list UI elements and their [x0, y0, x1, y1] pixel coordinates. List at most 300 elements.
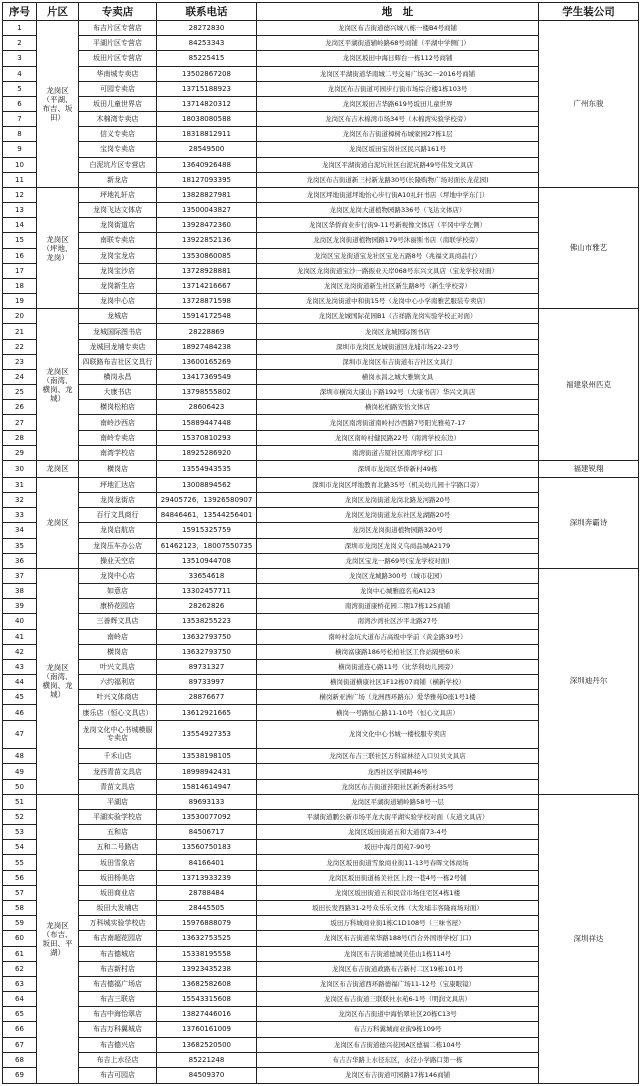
- store-address: 深圳市横岗大康山下路192号（大康书店）华兴文具店: [257, 385, 539, 400]
- store-address: 龙岗区龙岗街道龙东社区龙湖路20号: [257, 508, 539, 523]
- store-address: 龙岗区坂田街道五和民营市场住宅区4栋1楼: [257, 885, 539, 900]
- phone-number: 13682520500: [157, 1037, 257, 1052]
- phone-number: 18998942431: [157, 764, 257, 779]
- phone-number: 13530860085: [157, 248, 257, 263]
- phone-number: 15543315608: [157, 992, 257, 1007]
- store-address: 深圳市龙岗区龙岗义乌商品城A2179: [257, 538, 539, 553]
- store-name: 布吉片区专营店: [79, 21, 157, 36]
- store-address: 龙岗区坂田街道五和大道南73-4号: [257, 825, 539, 840]
- phone-number: 28445505: [157, 900, 257, 915]
- header-region: 片区: [37, 3, 79, 21]
- table-row: [3, 187, 639, 202]
- store-address: 龙岗区龙岗街道中和街15号（龙岗中心小学南雅艺服装专卖店）: [257, 294, 539, 309]
- store-address: 龙岗区坂田街道杨美社区上段一巷4号一栋2号铺: [257, 870, 539, 885]
- phone-number: 13828827981: [157, 187, 257, 202]
- row-index: 8: [3, 127, 37, 142]
- store-name: 布吉德兴店: [79, 1037, 157, 1052]
- store-name: 五和店: [79, 825, 157, 840]
- row-index: 20: [3, 309, 37, 324]
- phone-number: 85221248: [157, 1052, 257, 1067]
- store-name: 布吉万科翼城店: [79, 1022, 157, 1037]
- phone-number: 13008894562: [157, 477, 257, 492]
- store-address: 深圳市龙岗区龙城街道回龙埔市场22-23号: [257, 339, 539, 354]
- row-index: 41: [3, 629, 37, 644]
- store-name: 三善辉文具店: [79, 614, 157, 629]
- phone-number: 13530077092: [157, 809, 257, 824]
- phone-number: 13760161009: [157, 1022, 257, 1037]
- store-address: 南湾沙湾社区沙平北路27号: [257, 614, 539, 629]
- row-index: 56: [3, 870, 37, 885]
- store-name: 龙岗宝沙店: [79, 263, 157, 278]
- row-index: 47: [3, 720, 37, 749]
- store-address: 横岗永昌之城大雅镇文具: [257, 369, 539, 384]
- store-address: 龙岗区布吉街道德兴城八栋一楼B4号商铺: [257, 21, 539, 36]
- phone-number: 13538255223: [157, 614, 257, 629]
- store-address: 龙岗区龙城路300号（城市花园）: [257, 568, 539, 583]
- supplier-cell: 佛山市雅艺: [539, 187, 639, 308]
- store-name: 布吉中海怡翠店: [79, 1007, 157, 1022]
- row-index: 37: [3, 568, 37, 583]
- store-address: 龙岗区平湖街道华南城二号交易广场3C一2016号商铺: [257, 66, 539, 81]
- phone-number: 84253343: [157, 36, 257, 51]
- phone-number: 13640926488: [157, 157, 257, 172]
- store-address: 龙岗区坂田吉华路619号坂田儿童世界: [257, 96, 539, 111]
- store-address: 坂田万科城商业街1栋C1D108号（三味书屋）: [257, 916, 539, 931]
- region-cell: 龙岗区: [37, 477, 79, 568]
- row-index: 24: [3, 369, 37, 384]
- store-name: 龙岗启航店: [79, 523, 157, 538]
- phone-number: 13500043827: [157, 203, 257, 218]
- row-index: 16: [3, 248, 37, 263]
- store-name: 坪地礼轩店: [79, 187, 157, 202]
- table-row: [3, 794, 639, 809]
- phone-number: 33654618: [157, 568, 257, 583]
- store-name: 布吉新村店: [79, 961, 157, 976]
- store-address: 布吉万科翼城商业街9栋109号: [257, 1022, 539, 1037]
- phone-number: 13632793750: [157, 629, 257, 644]
- store-name: 南湾学校店: [79, 445, 157, 460]
- row-index: 1: [3, 21, 37, 36]
- store-address: 布吉吉华路上水径东区，水径小学路口第一栋: [257, 1052, 539, 1067]
- store-address: 龙岗区布吉街道荣华路188号(百合外国语学校门口): [257, 931, 539, 946]
- supplier-cell: 深圳祥达: [539, 794, 639, 1083]
- region-cell: 龙岗区（坪地、龙岗）: [37, 187, 79, 308]
- phone-number: 15976888079: [157, 916, 257, 931]
- region-cell: 龙岗区（布吉、坂田、平湖）: [37, 794, 79, 1083]
- supplier-cell: 深圳迪丹尔: [539, 568, 639, 794]
- store-name: 南联专卖店: [79, 233, 157, 248]
- row-index: 34: [3, 523, 37, 538]
- phone-number: 29405726，13926580907: [157, 493, 257, 508]
- row-index: 66: [3, 1022, 37, 1037]
- row-index: 19: [3, 294, 37, 309]
- store-name: 南岭沙西店: [79, 415, 157, 430]
- store-address: 龙岗区宝龙一路69号(宝龙学校对面): [257, 553, 539, 568]
- store-name: 坂田商业店: [79, 885, 157, 900]
- store-name: 叶兴文具店: [79, 659, 157, 674]
- row-index: 12: [3, 187, 37, 202]
- phone-number: 18925286920: [157, 445, 257, 460]
- row-index: 30: [3, 460, 37, 477]
- row-index: 18: [3, 278, 37, 293]
- row-index: 29: [3, 445, 37, 460]
- row-index: 49: [3, 764, 37, 779]
- store-name: 大康书店: [79, 385, 157, 400]
- phone-number: 84846461，13544256401: [157, 508, 257, 523]
- phone-number: 89731327: [157, 659, 257, 674]
- store-address: 平湖街道鹏公新市场平龙大街平湖实验学校对面（友道文具店）: [257, 809, 539, 824]
- row-index: 65: [3, 1007, 37, 1022]
- supplier-cell: 福建锐翔: [539, 460, 639, 477]
- store-address: 龙岗区龙岗大道植物园路336号（飞达文体店）: [257, 203, 539, 218]
- row-index: 27: [3, 415, 37, 430]
- store-name: 布吉德福广场店: [79, 976, 157, 991]
- store-address: 横岗一号路恒心路11-10号（恒心文具店）: [257, 705, 539, 720]
- store-name: 布吉可园店: [79, 1067, 157, 1083]
- store-name: 四联路布吉社区文具行: [79, 354, 157, 369]
- phone-number: 13714820312: [157, 96, 257, 111]
- phone-number: 28262826: [157, 599, 257, 614]
- store-address: 龙岗区龙岗街道植物园路179号沐丽斯书店（南联学校旁）: [257, 233, 539, 248]
- phone-number: 13554943535: [157, 460, 257, 477]
- store-table: [2, 2, 639, 1084]
- row-index: 54: [3, 840, 37, 855]
- row-index: 10: [3, 157, 37, 172]
- phone-number: 13928472360: [157, 218, 257, 233]
- row-index: 64: [3, 992, 37, 1007]
- store-address: 龙岗区平湖街道白泥坑社区白泥坑路49号伟发文具店: [257, 157, 539, 172]
- store-name: 龙城店: [79, 309, 157, 324]
- row-index: 60: [3, 931, 37, 946]
- phone-number: 28876677: [157, 690, 257, 705]
- phone-number: 15914172548: [157, 309, 257, 324]
- table-row: [3, 21, 639, 36]
- store-address: 横岗街道连心路11号（比华利幼儿园旁）: [257, 659, 539, 674]
- header-row: [3, 3, 639, 21]
- row-index: 25: [3, 385, 37, 400]
- phone-number: 89693133: [157, 794, 257, 809]
- phone-number: 13728871598: [157, 294, 257, 309]
- phone-number: 13682582608: [157, 976, 257, 991]
- store-address: 横岗新亚洲广场（龙洲西环路东）爱华雅苑D座1号1楼: [257, 690, 539, 705]
- store-name: 横岗店: [79, 644, 157, 659]
- store-name: 龙岗压车办公店: [79, 538, 157, 553]
- store-address: 龙岗区布吉街道可园步行街市场综合楼1栋103号: [257, 81, 539, 96]
- row-index: 61: [3, 946, 37, 961]
- phone-number: 18038080588: [157, 112, 257, 127]
- store-name: 坂田杨美店: [79, 870, 157, 885]
- store-name: 华南城专卖店: [79, 66, 157, 81]
- store-address: 龙岗中心城雅庭名苑A123: [257, 584, 539, 599]
- phone-number: 13554927353: [157, 720, 257, 749]
- phone-number: 84506717: [157, 825, 257, 840]
- store-name: 龙城回龙埔专卖店: [79, 339, 157, 354]
- store-name: 横岗店: [79, 460, 157, 477]
- store-name: 布吉三联店: [79, 992, 157, 1007]
- region-cell: 龙岗区（南湾、横岗、龙城）: [37, 309, 79, 461]
- phone-number: 13728928881: [157, 263, 257, 278]
- store-name: 平湖实验学校店: [79, 809, 157, 824]
- region-cell: 龙岗区（南湾、横岗、龙城）: [37, 568, 79, 794]
- phone-number: 84166401: [157, 855, 257, 870]
- store-name: 横岗永昌: [79, 369, 157, 384]
- row-index: 7: [3, 112, 37, 127]
- row-index: 67: [3, 1037, 37, 1052]
- row-index: 31: [3, 477, 37, 492]
- phone-number: 61462123，18007550735: [157, 538, 257, 553]
- supplier-cell: 福建泉州匹克: [539, 309, 639, 461]
- store-name: 平湖片区专营店: [79, 36, 157, 51]
- row-index: 2: [3, 36, 37, 51]
- phone-number: 18127093395: [157, 172, 257, 187]
- table-row: [3, 309, 639, 324]
- row-index: 17: [3, 263, 37, 278]
- phone-number: 13827446016: [157, 1007, 257, 1022]
- store-name: 布吉德城店: [79, 946, 157, 961]
- store-address: 南湾街道吉厦社区南湾学校门口: [257, 445, 539, 460]
- store-name: 康乐店（恒心文具店）: [79, 705, 157, 720]
- store-address: 龙岗区布吉街道德城美佳山1栋114号: [257, 946, 539, 961]
- row-index: 36: [3, 553, 37, 568]
- store-name: 龙岗宝龙店: [79, 248, 157, 263]
- store-name: 布吉上水径店: [79, 1052, 157, 1067]
- store-address: 龙岗区龙岗街道宝沙一路振业天岸068号东兴文具店（宝龙学校对面）: [257, 263, 539, 278]
- store-name: 信义专卖店: [79, 127, 157, 142]
- store-address: 龙岗区龙城国际图书店: [257, 324, 539, 339]
- phone-number: 13612921665: [157, 705, 257, 720]
- row-index: 6: [3, 96, 37, 111]
- phone-number: 13713933239: [157, 870, 257, 885]
- phone-number: 85225415: [157, 51, 257, 66]
- store-address: 龙岗区南岭村健民路22号（南湾学校东边）: [257, 430, 539, 445]
- row-index: 11: [3, 172, 37, 187]
- store-name: 龙西青苗文具店: [79, 764, 157, 779]
- phone-number: 89733997: [157, 675, 257, 690]
- store-name: 龙岗中心店: [79, 568, 157, 583]
- store-address: 龙岗区平湖街道辅岭路58号一层: [257, 794, 539, 809]
- row-index: 45: [3, 690, 37, 705]
- phone-number: 15889447448: [157, 415, 257, 430]
- phone-number: 28788484: [157, 885, 257, 900]
- store-name: 五和二号路店: [79, 840, 157, 855]
- row-index: 39: [3, 599, 37, 614]
- store-name: 叶兴文体商店: [79, 690, 157, 705]
- store-name: 百行文具商行: [79, 508, 157, 523]
- phone-number: 13538198105: [157, 749, 257, 764]
- store-name: 平湖店: [79, 794, 157, 809]
- header-store: 专卖店: [79, 3, 157, 21]
- row-index: 55: [3, 855, 37, 870]
- table-row: [3, 460, 639, 477]
- header-index: 序号: [3, 3, 37, 21]
- phone-number: 13922852136: [157, 233, 257, 248]
- store-address: 龙岗区坂田宝岗社区民兴路161号: [257, 142, 539, 157]
- store-name: 横岗松柏店: [79, 400, 157, 415]
- phone-number: 13714216667: [157, 278, 257, 293]
- store-address: 龙岗区布吉街道西环路德福广场11-12号（宝康眼镜）: [257, 976, 539, 991]
- store-name: 宝岗专卖店: [79, 142, 157, 157]
- store-address: 龙岗区龙岗街道新生社区新生路8号（新生学校旁）: [257, 278, 539, 293]
- region-cell: 龙岗区（平湖、布吉、坂田）: [37, 21, 79, 188]
- store-name: 可园专卖店: [79, 81, 157, 96]
- store-name: 白泥坑片区专营店: [79, 157, 157, 172]
- row-index: 28: [3, 430, 37, 445]
- supplier-cell: 深圳奔霸诗: [539, 477, 639, 568]
- store-name: 六约福利店: [79, 675, 157, 690]
- store-address: 龙岗区坂田中海日辉台一栋112号商铺: [257, 51, 539, 66]
- phone-number: 13798555802: [157, 385, 257, 400]
- row-index: 9: [3, 142, 37, 157]
- row-index: 42: [3, 644, 37, 659]
- phone-number: 13923435238: [157, 961, 257, 976]
- phone-number: 13502867208: [157, 66, 257, 81]
- row-index: 35: [3, 538, 37, 553]
- row-index: 48: [3, 749, 37, 764]
- store-name: 龙岗新生店: [79, 278, 157, 293]
- store-name: 坂田片区专营店: [79, 51, 157, 66]
- store-name: 坂田雪象店: [79, 855, 157, 870]
- phone-number: 28228869: [157, 324, 257, 339]
- store-name: 坂田大发埔店: [79, 900, 157, 915]
- store-name: 操业天空店: [79, 553, 157, 568]
- store-address: 横岗富康路186号松柏社区工作站隔壁60米: [257, 644, 539, 659]
- phone-number: 13600165269: [157, 354, 257, 369]
- row-index: 22: [3, 339, 37, 354]
- phone-number: 13560750183: [157, 840, 257, 855]
- store-address: 坂田长发西路31-2号众乐乐文体（大发埔丰客隆商场对面）: [257, 900, 539, 915]
- phone-number: 15814614947: [157, 779, 257, 794]
- row-index: 59: [3, 916, 37, 931]
- phone-number: 15338195558: [157, 946, 257, 961]
- row-index: 46: [3, 705, 37, 720]
- row-index: 51: [3, 794, 37, 809]
- row-index: 38: [3, 584, 37, 599]
- phone-number: 28606423: [157, 400, 257, 415]
- region-cell: 龙岗区: [37, 460, 79, 477]
- store-address: 龙岗文化中心书城一楼校服专卖店: [257, 720, 539, 749]
- store-address: 横岗街道横康社区1F12栋07商铺（横新学校）: [257, 675, 539, 690]
- store-address: 深圳市龙岗区坪地教育北路35号（机关幼儿园十字路口旁）: [257, 477, 539, 492]
- row-index: 23: [3, 354, 37, 369]
- row-index: 26: [3, 400, 37, 415]
- store-address: 龙岗区坪地街道坪地怡心步行街A10礼轩书店（坪地中学东门）: [257, 187, 539, 202]
- store-name: 万科城实验学校店: [79, 916, 157, 931]
- store-name: 青苗文具店: [79, 779, 157, 794]
- store-name: 坪地汇达店: [79, 477, 157, 492]
- row-index: 69: [3, 1067, 37, 1083]
- table-row: [3, 477, 639, 492]
- store-address: 横岗松柏路安怡文体店: [257, 400, 539, 415]
- store-name: 布吉南超花园店: [79, 931, 157, 946]
- store-address: 龙岗区平湖街道辅岭路68号商铺（平湖中学侧门）: [257, 36, 539, 51]
- header-phone: 联系电话: [157, 3, 257, 21]
- store-name: 新龙店: [79, 172, 157, 187]
- row-index: 53: [3, 825, 37, 840]
- phone-number: 13510944708: [157, 553, 257, 568]
- phone-number: 15915325759: [157, 523, 257, 538]
- supplier-cell: 广州东骏: [539, 21, 639, 188]
- store-name: 如意店: [79, 584, 157, 599]
- row-index: 62: [3, 961, 37, 976]
- store-name: 康桥花园店: [79, 599, 157, 614]
- store-address: 龙岗区布吉木棉湾市场34号（木棉湾实验学校旁）: [257, 112, 539, 127]
- store-address: 龙岗区布吉街道三联联社水苑6-1号（明润文具店）: [257, 992, 539, 1007]
- phone-number: 18927484238: [157, 339, 257, 354]
- store-name: 木棉湾专卖店: [79, 112, 157, 127]
- store-address: 深圳市龙岗区布吉街道布吉社区文具行: [257, 354, 539, 369]
- row-index: 68: [3, 1052, 37, 1067]
- store-name: 龙岗中心店: [79, 294, 157, 309]
- table-body: [3, 21, 639, 1084]
- phone-number: 13632753525: [157, 931, 257, 946]
- row-index: 58: [3, 900, 37, 915]
- store-address: 龙岗区布吉街道苔阳社区新秀新村35号: [257, 779, 539, 794]
- row-index: 5: [3, 81, 37, 96]
- row-index: 63: [3, 976, 37, 991]
- store-address: 龙岗区布吉三联社区万科富林径入口贝贝文具店: [257, 749, 539, 764]
- store-address: 龙西社区学园路46号: [257, 764, 539, 779]
- row-index: 40: [3, 614, 37, 629]
- store-address: 龙岗区布吉街道新三村新龙路30号(长隆购物广场对面长龙花园): [257, 172, 539, 187]
- store-address: 龙岗区布吉街道政路布吉新村二区19栋101号: [257, 961, 539, 976]
- store-address: 龙岗区坂田街道雪象商业街11-13号春晖文体商场: [257, 855, 539, 870]
- row-index: 13: [3, 203, 37, 218]
- phone-number: 18318812911: [157, 127, 257, 142]
- store-address: 龙岗区南湾街道南岭村沙西路7号阳光雅苑7-17: [257, 415, 539, 430]
- row-index: 32: [3, 493, 37, 508]
- row-index: 21: [3, 324, 37, 339]
- store-name: 坂田儿童世界店: [79, 96, 157, 111]
- row-index: 44: [3, 675, 37, 690]
- store-address: 龙岗区华侨商业步行街9-11号新视像文体店（平冈中学左侧）: [257, 218, 539, 233]
- phone-number: 13417369549: [157, 369, 257, 384]
- row-index: 52: [3, 809, 37, 824]
- store-name: 龙岗飞达文体店: [79, 203, 157, 218]
- store-address: 南岭村金坑大道布吉高级中学前（黄金路39号）: [257, 629, 539, 644]
- row-index: 33: [3, 508, 37, 523]
- store-address: 南湾街道康桥花园二期17栋125商铺: [257, 599, 539, 614]
- store-address: 龙岗区布吉街道中海怡翠社区20栋C13号: [257, 1007, 539, 1022]
- table-row: [3, 568, 639, 583]
- store-name: 南岭专卖店: [79, 430, 157, 445]
- store-address: 龙岗区布吉街道可园路17栋146商铺: [257, 1067, 539, 1083]
- phone-number: 13632793750: [157, 644, 257, 659]
- header-supplier: 学生装公司: [539, 3, 639, 21]
- store-name: 龙岗街道店: [79, 218, 157, 233]
- store-address: 深圳市龙岗区华侨新村49栋: [257, 460, 539, 477]
- header-address: 地 址: [257, 3, 539, 21]
- store-address: 龙岗区布吉街道樟树布城家园27栋1层: [257, 127, 539, 142]
- phone-number: 28549500: [157, 142, 257, 157]
- row-index: 43: [3, 659, 37, 674]
- row-index: 57: [3, 885, 37, 900]
- row-index: 15: [3, 233, 37, 248]
- store-name: 龙岗文化中心书城模服专卖店: [79, 720, 157, 749]
- row-index: 3: [3, 51, 37, 66]
- row-index: 50: [3, 779, 37, 794]
- phone-number: 28272830: [157, 21, 257, 36]
- store-address: 龙岗区龙岗街道龙岗北路龙河路20号: [257, 493, 539, 508]
- store-name: 龙城国际图书店: [79, 324, 157, 339]
- phone-number: 13302457711: [157, 584, 257, 599]
- row-index: 14: [3, 218, 37, 233]
- store-address: 龙岗区龙城国际花园B1（吉祥路龙岗实验学校正对面）: [257, 309, 539, 324]
- row-index: 4: [3, 66, 37, 81]
- store-name: 南岭店: [79, 629, 157, 644]
- store-name: 龙岗龙街店: [79, 493, 157, 508]
- store-name: 千禾山店: [79, 749, 157, 764]
- store-address: 龙岗区龙岗街道植物园路320号: [257, 523, 539, 538]
